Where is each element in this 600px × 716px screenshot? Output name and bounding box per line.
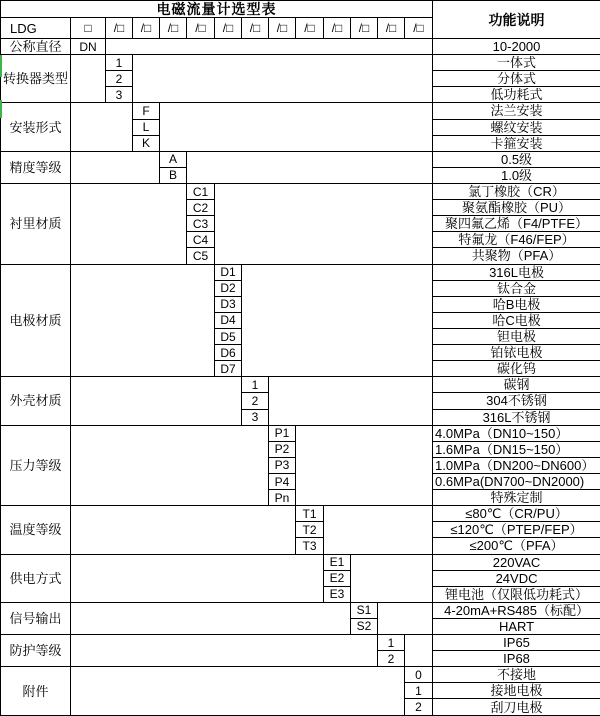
model-prefix: LDG: [1, 18, 71, 39]
function-value: 4.0MPa（DN10~150）: [433, 425, 600, 441]
empty-cell: [71, 377, 242, 425]
label-lining-material: 衬里材质: [1, 183, 71, 264]
model-slot-box: /□: [133, 18, 160, 39]
green-border-artifact: [0, 55, 2, 77]
model-slot-box: /□: [215, 18, 242, 39]
code-cell: D3: [215, 296, 242, 312]
code-cell: T1: [296, 506, 324, 522]
function-value: ≤200℃（PFA）: [433, 538, 600, 554]
label-nominal-diameter: 公称直径: [1, 39, 71, 55]
code-cell: E3: [324, 586, 351, 602]
code-cell: F: [133, 103, 160, 119]
code-cell: D5: [215, 328, 242, 344]
empty-cell: [296, 425, 433, 506]
label-accuracy-class: 精度等级: [1, 151, 71, 183]
function-value: ≤80℃（CR/PU）: [433, 506, 600, 522]
code-cell: D4: [215, 312, 242, 328]
code-cell: T2: [296, 522, 324, 538]
function-value: 特氟龙（F46/FEP）: [433, 232, 600, 248]
function-value: 1.0级: [433, 167, 600, 183]
function-value: 接地电极: [433, 683, 600, 699]
code-cell: 3: [106, 87, 133, 103]
function-value: 螺纹安装: [433, 119, 600, 135]
model-slot-box: /□: [269, 18, 296, 39]
empty-cell: [71, 635, 378, 667]
empty-cell: [133, 55, 433, 103]
code-cell: 1: [242, 377, 269, 393]
code-cell: C1: [187, 183, 215, 199]
function-value: HART: [433, 618, 600, 634]
model-slot-box: /□: [187, 18, 215, 39]
function-value: IP65: [433, 635, 600, 651]
code-cell: T3: [296, 538, 324, 554]
empty-cell: [71, 667, 405, 716]
label-protection-class: 防护等级: [1, 635, 71, 667]
model-slot-box: /□: [405, 18, 433, 39]
label-signal-output: 信号输出: [1, 602, 71, 634]
model-slot-box: /□: [160, 18, 187, 39]
empty-cell: [405, 635, 433, 667]
function-value: 304不锈钢: [433, 393, 600, 409]
empty-cell: [71, 183, 187, 264]
function-value: 碳化钨: [433, 361, 600, 377]
model-base-box: □: [71, 18, 106, 39]
function-value: 1.6MPa（DN15~150）: [433, 441, 600, 457]
function-value: 铂铱电极: [433, 345, 600, 361]
function-value: 316L电极: [433, 264, 600, 280]
function-value: 10-2000: [433, 39, 600, 55]
empty-cell: [71, 55, 106, 103]
code-cell: E1: [324, 554, 351, 570]
code-cell: C3: [187, 216, 215, 232]
code-cell: 2: [242, 393, 269, 409]
code-cell: 2: [106, 71, 133, 87]
function-value: 氯丁橡胶（CR）: [433, 183, 600, 199]
code-cell: Pn: [269, 490, 296, 506]
table-title: 电磁流量计选型表: [1, 1, 433, 18]
empty-cell: [71, 425, 269, 506]
label-installation-type: 安装形式: [1, 103, 71, 151]
code-cell: 2: [378, 651, 405, 667]
code-cell: E2: [324, 570, 351, 586]
function-value: 1.0MPa（DN200~DN600）: [433, 457, 600, 473]
empty-cell: [71, 506, 296, 554]
model-slot-box: /□: [378, 18, 405, 39]
function-value: 钛合金: [433, 280, 600, 296]
model-slot-box: /□: [106, 18, 133, 39]
model-slot-box: /□: [296, 18, 324, 39]
code-cell: A: [160, 151, 187, 167]
code-cell: 0: [405, 667, 433, 683]
function-value: 24VDC: [433, 570, 600, 586]
empty-cell: [187, 151, 433, 183]
code-cell: 1: [106, 55, 133, 71]
code-cell: P1: [269, 425, 296, 441]
function-value: 卡箍安装: [433, 135, 600, 151]
code-cell: C4: [187, 232, 215, 248]
function-value: 不接地: [433, 667, 600, 683]
function-value: 聚氨酯橡胶（PU）: [433, 200, 600, 216]
label-electrode-material: 电极材质: [1, 264, 71, 377]
empty-cell: [215, 183, 433, 264]
label-housing-material: 外壳材质: [1, 377, 71, 425]
code-cell: 1: [378, 635, 405, 651]
function-value: 一体式: [433, 55, 600, 71]
code-dn: DN: [71, 39, 106, 55]
empty-cell: [71, 554, 324, 602]
empty-cell: [378, 602, 433, 634]
empty-cell: [71, 602, 351, 634]
empty-cell: [242, 264, 433, 377]
function-value: 共聚物（PFA）: [433, 248, 600, 264]
code-cell: C5: [187, 248, 215, 264]
code-cell: S2: [351, 618, 378, 634]
model-slot-box: /□: [351, 18, 378, 39]
green-border-artifact: [0, 100, 2, 118]
function-value: 分体式: [433, 71, 600, 87]
code-cell: D1: [215, 264, 242, 280]
empty-cell: [324, 506, 433, 554]
code-cell: P4: [269, 473, 296, 489]
empty-cell: [71, 103, 133, 151]
code-cell: D2: [215, 280, 242, 296]
empty-cell: [351, 554, 433, 602]
function-value: 哈B电极: [433, 296, 600, 312]
function-value: 特殊定制: [433, 490, 600, 506]
function-value: 4-20mA+RS485（标配）: [433, 602, 600, 618]
function-value: 刮刀电极: [433, 699, 600, 716]
function-value: 0.5级: [433, 151, 600, 167]
code-cell: C2: [187, 200, 215, 216]
code-cell: K: [133, 135, 160, 151]
code-cell: P2: [269, 441, 296, 457]
empty-cell: [71, 264, 215, 377]
empty-cell: [106, 39, 433, 55]
code-cell: 3: [242, 409, 269, 425]
function-value: 钽电极: [433, 328, 600, 344]
model-slot-box: /□: [324, 18, 351, 39]
code-cell: D6: [215, 345, 242, 361]
function-value: 220VAC: [433, 554, 600, 570]
function-value: 低功耗式: [433, 87, 600, 103]
code-cell: S1: [351, 602, 378, 618]
function-value: ≤120℃（PTEP/FEP）: [433, 522, 600, 538]
function-value: 法兰安装: [433, 103, 600, 119]
code-cell: L: [133, 119, 160, 135]
empty-cell: [160, 103, 433, 151]
function-value: IP68: [433, 651, 600, 667]
function-value: 聚四氟乙烯（F4/PTFE）: [433, 216, 600, 232]
label-temperature-class: 温度等级: [1, 506, 71, 554]
label-converter-type: 转换器类型: [1, 55, 71, 103]
code-cell: 2: [405, 699, 433, 716]
empty-cell: [71, 151, 160, 183]
code-cell: D7: [215, 361, 242, 377]
empty-cell: [269, 377, 433, 425]
code-cell: P3: [269, 457, 296, 473]
label-pressure-class: 压力等级: [1, 425, 71, 506]
function-value: 碳钢: [433, 377, 600, 393]
function-value: 哈C电极: [433, 312, 600, 328]
function-column-header: 功能说明: [433, 1, 600, 39]
function-value: 锂电池（仅限低功耗式）: [433, 586, 600, 602]
function-value: 0.6MPa(DN700~DN2000): [433, 473, 600, 489]
code-cell: B: [160, 167, 187, 183]
label-accessories: 附件: [1, 667, 71, 716]
code-cell: 1: [405, 683, 433, 699]
function-value: 316L不锈钢: [433, 409, 600, 425]
label-power-supply: 供电方式: [1, 554, 71, 602]
model-slot-box: /□: [242, 18, 269, 39]
